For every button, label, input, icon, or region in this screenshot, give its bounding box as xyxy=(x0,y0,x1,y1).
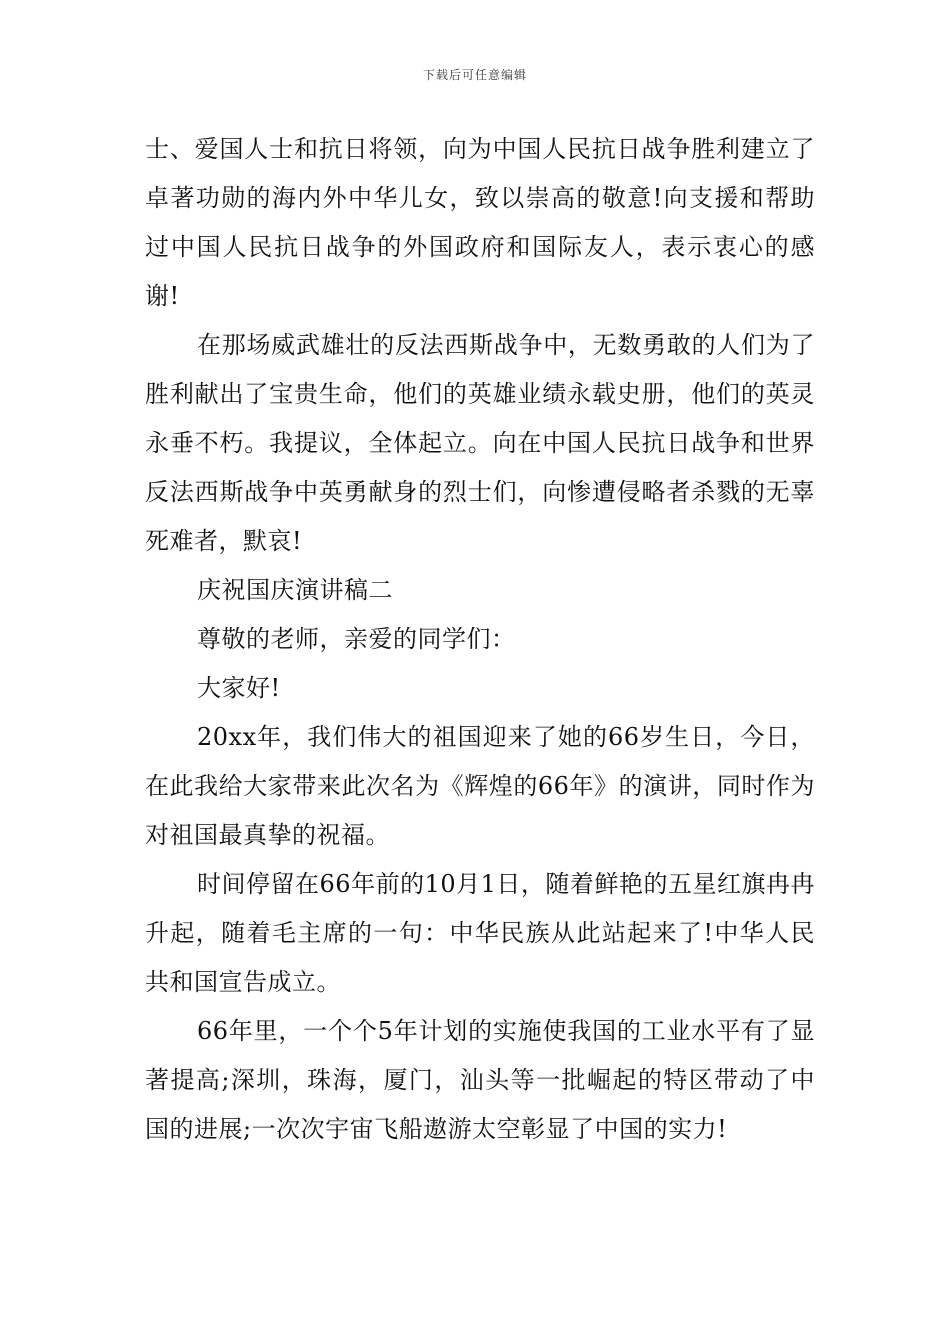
paragraph-achievements: 66年里，一个个5年计划的实施使我国的工业水平有了显著提高;深圳，珠海，厦门，汕头等一批崛起的特区带动了中国的进展;一次次宇宙飞船遨游太空彰显了中国的实力! xyxy=(145,1017,815,1143)
section-title: 庆祝国庆演讲稿二 xyxy=(197,576,393,604)
salutation: 尊敬的老师，亲爱的同学们： xyxy=(197,625,516,653)
document-body xyxy=(145,125,815,1154)
paragraph-introduction: 20xx年，我们伟大的祖国迎来了她的66岁生日，今日，在此我给大家带来此次名为《辉煌的66年》的演讲，同时作为对祖国最真挚的祝福。 xyxy=(145,723,815,849)
paragraph-founding: 时间停留在66年前的10月1日，随着鲜艳的五星红旗冉冉升起，随着毛主席的一句：中华民族从此站起来了!中华人民共和国宣告成立。 xyxy=(145,870,815,996)
page-header-note: 下载后可任意编辑 xyxy=(422,68,527,82)
greeting: 大家好! xyxy=(197,674,281,702)
paragraph-continuation: 士、爱国人士和抗日将领，向为中国人民抗日战争胜利建立了卓著功勋的海内外中华儿女，致以崇高的敬意!向支援和帮助过中国人民抗日战争的外国政府和国际友人，表示衷心的感谢! xyxy=(145,135,815,310)
paragraph-silent-tribute: 在那场威武雄壮的反法西斯战争中，无数勇敢的人们为了胜利献出了宝贵生命，他们的英雄业绩永载史册，他们的英灵永垂不朽。我提议，全体起立。向在中国人民抗日战争和世界反法西斯战争中英勇献身的烈士们，向惨遭侵略者杀戮的无辜死难者，默哀! xyxy=(145,331,815,555)
